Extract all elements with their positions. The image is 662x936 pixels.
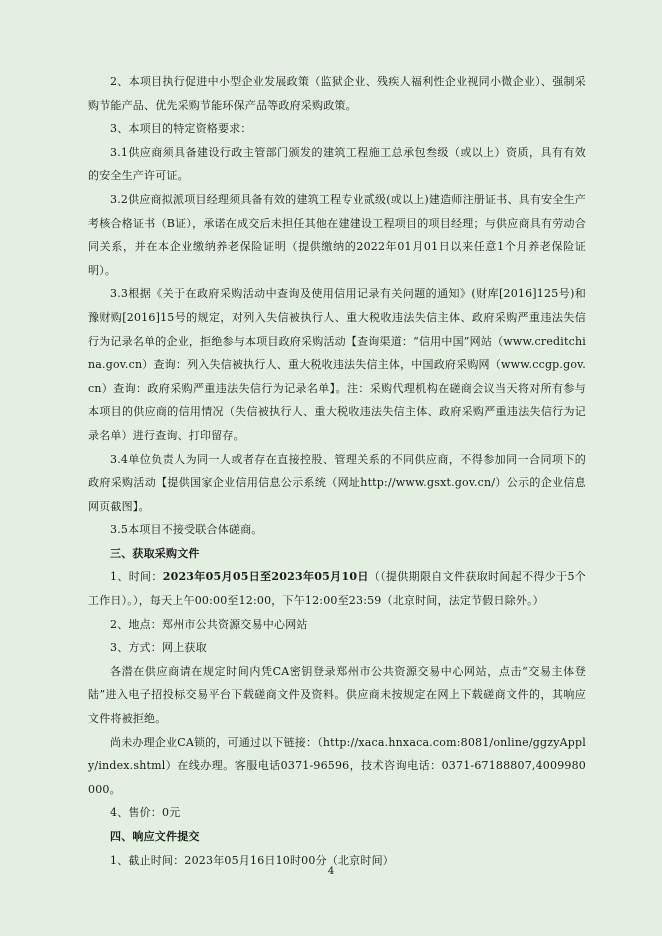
time-range: 2023年05月05日至2023年05月10日 — [162, 570, 369, 584]
obtain-method: 3、方式：网上获取 — [110, 641, 207, 655]
page-number: 4 — [327, 866, 335, 877]
ca-lock-info: 尚未办理企业CA锁的，可通过以下链接：（http://xaca.hnxaca.com:8081/online/ggzyApply/index.shtml）在线办理。客服电话0371-96596，技术咨询电话：0371-67188807,4009980000。 — [88, 735, 586, 796]
policy-paragraph: 2、本项目执行促进中小型企业发展政策（监狱企业、残疾人福利性企业视同小微企业）、强制采购节能产品、优先采购节能环保产品等政府采购政策。 — [88, 75, 586, 112]
time-detail: （（提供期限自文件获取时间起不得少于5个工作日）。），每天上午00:00至12:00，下午12:00至23:59（北京时间，法定节假日除外。） — [88, 570, 587, 608]
qualification-3-5: 3.5本项目不接受联合体磋商。 — [110, 523, 263, 537]
qualification-3-4: 3.4单位负责人为同一人或者存在直接控股、管理关系的不同供应商，不得参加同一合同项下的政府采购活动【提供国家企业信用信息公示系统（网址http://www.gsxt.gov.cn/）公示的企业信息网页截图】。 — [88, 452, 586, 513]
time-label: 1、时间： — [110, 570, 163, 584]
obtain-instructions: 各潜在供应商请在规定时间内凭CA密钥登录郑州市公共资源交易中心网站，点击“交易主体登陆”进入电子招投标交易平台下载磋商文件及资料。供应商未按规定在网上下载磋商文件的，其响应文件将被拒绝。 — [88, 664, 586, 726]
qualification-3-2: 3.2供应商拟派项目经理须具备有效的建筑工程专业贰级(或以上)建造师注册证书、具有安全生产考核合格证书（B证），承诺在成交后未担任其他在建建设工程项目的项目经理；与供应商具有劳动合同关系，并在本企业缴纳养老保险证明（提供缴纳的2022年01月01日以来任意1个月养老保险证明）。 — [88, 192, 586, 277]
document-body — [88, 70, 586, 872]
deadline: 1、截止时间：2023年05月16日10时00分（北京时间） — [110, 853, 394, 867]
qualification-heading: 3、本项目的特定资格要求： — [110, 122, 252, 136]
price: 4、售价：0元 — [110, 806, 181, 820]
qualification-3-3: 3.3根据《关于在政府采购活动中查询及使用信用记录有关问题的通知》(财库[2016]125号)和豫财购[2016]15号的规定，对列入失信被执行人、重大税收违法失信主体、政府采购严重违法失信行为记录名单的企业，拒绝参与本项目政府采购活动【查询渠道：“信用中国”网站（www.creditchina.gov.cn）查询：列入失信被执行人、重大税收违法失信主体，中国政府采购网（www.ccgp.gov.cn）查询：政府采购严重违法失信行为记录名单】。注：采购代理机构在磋商会议当天将对所有参与本项目的供应商的信用情况（失信被执行人、重大税收违法失信主体、政府采购严重违法失信行为记录名单）进行查询、打印留存。 — [88, 287, 586, 442]
section-heading-submit: 四、响应文件提交 — [110, 830, 200, 843]
obtain-time — [88, 565, 586, 612]
section-heading-obtain: 三、获取采购文件 — [110, 546, 200, 560]
qualification-3-1: 3.1供应商须具备建设行政主管部门颁发的建筑工程施工总承包叁级（或以上）资质，具有有效的安全生产许可证。 — [88, 145, 586, 183]
obtain-location: 2、地点：郑州市公共资源交易中心网站 — [110, 617, 308, 631]
